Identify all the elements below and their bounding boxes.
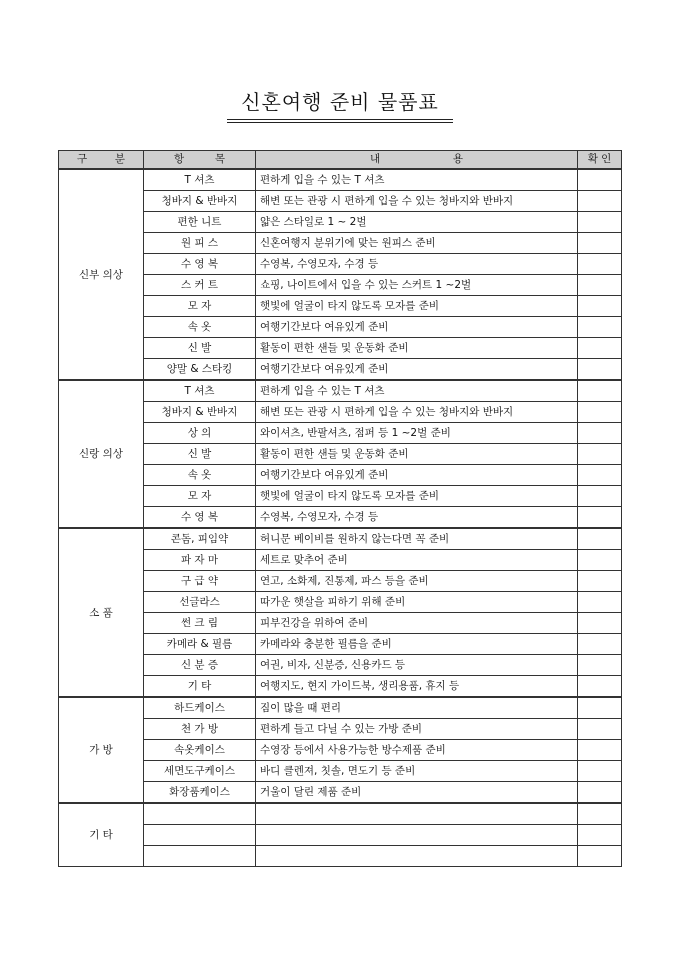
- check-cell[interactable]: [578, 191, 622, 212]
- header-item-part: 목: [214, 153, 225, 165]
- check-cell[interactable]: [578, 846, 622, 867]
- category-cell: 신부 의상: [59, 169, 144, 380]
- table-row: [59, 275, 622, 296]
- item-cell: T 셔츠: [144, 380, 256, 402]
- table-row: [59, 254, 622, 275]
- table-row: [59, 423, 622, 444]
- check-cell[interactable]: [578, 761, 622, 782]
- check-cell[interactable]: [578, 254, 622, 275]
- item-cell: 파 자 마: [144, 550, 256, 571]
- title-wrap: [0, 86, 680, 123]
- check-cell[interactable]: [578, 169, 622, 191]
- description-cell: 따가운 햇살을 피하기 위해 준비: [256, 592, 578, 613]
- description-cell: 수영복, 수영모자, 수경 등: [256, 507, 578, 529]
- page-title: 신혼여행 준비 물품표: [227, 86, 453, 123]
- header-category-part: 분: [114, 153, 125, 165]
- check-cell[interactable]: [578, 613, 622, 634]
- table-row: [59, 655, 622, 676]
- description-cell: 여행기간보다 여유있게 준비: [256, 465, 578, 486]
- item-cell: 수 영 복: [144, 254, 256, 275]
- table-row: [59, 233, 622, 254]
- item-cell: 양말 & 스타킹: [144, 359, 256, 381]
- check-cell[interactable]: [578, 423, 622, 444]
- description-cell: 거울이 달린 제품 준비: [256, 782, 578, 804]
- table-row: [59, 825, 622, 846]
- item-cell: 속옷케이스: [144, 740, 256, 761]
- check-cell[interactable]: [578, 719, 622, 740]
- check-cell[interactable]: [578, 528, 622, 550]
- item-cell: 기 타: [144, 676, 256, 698]
- description-cell: 수영복, 수영모자, 수경 등: [256, 254, 578, 275]
- description-cell: 쇼핑, 나이트에서 입을 수 있는 스커트 1 ~2벌: [256, 275, 578, 296]
- table-row: [59, 359, 622, 381]
- header-content-part: 용: [452, 153, 463, 165]
- section-3: [59, 697, 622, 803]
- description-cell: 해변 또는 관광 시 편하게 입을 수 있는 청바지와 반바지: [256, 191, 578, 212]
- description-cell: 편하게 입을 수 있는 T 셔츠: [256, 380, 578, 402]
- description-cell: 바디 클렌져, 칫솔, 면도기 등 준비: [256, 761, 578, 782]
- description-cell: 연고, 소화제, 진통제, 파스 등을 준비: [256, 571, 578, 592]
- check-cell[interactable]: [578, 634, 622, 655]
- table-row: [59, 592, 622, 613]
- description-cell: 얇은 스타일로 1 ~ 2벌: [256, 212, 578, 233]
- check-cell[interactable]: [578, 782, 622, 804]
- table-row: [59, 212, 622, 233]
- description-cell: 수영장 등에서 사용가능한 방수제품 준비: [256, 740, 578, 761]
- table-row: [59, 380, 622, 402]
- item-cell: 신 분 증: [144, 655, 256, 676]
- item-cell: 구 급 약: [144, 571, 256, 592]
- check-cell[interactable]: [578, 444, 622, 465]
- table-row: [59, 676, 622, 698]
- check-cell[interactable]: [578, 465, 622, 486]
- item-cell: 편한 니트: [144, 212, 256, 233]
- section-1: [59, 380, 622, 528]
- item-cell: 천 가 방: [144, 719, 256, 740]
- item-cell: [144, 846, 256, 867]
- item-cell: 카메라 & 필름: [144, 634, 256, 655]
- table-row: [59, 444, 622, 465]
- check-cell[interactable]: [578, 507, 622, 529]
- section-4: [59, 803, 622, 867]
- description-cell: 편하게 들고 다닐 수 있는 가방 준비: [256, 719, 578, 740]
- item-cell: 모 자: [144, 486, 256, 507]
- description-cell: 짐이 많을 때 편리: [256, 697, 578, 719]
- checklist-table: [58, 150, 622, 867]
- category-cell: 기 타: [59, 803, 144, 867]
- table-row: [59, 613, 622, 634]
- section-2: [59, 528, 622, 697]
- description-cell: 여권, 비자, 신분증, 신용카드 등: [256, 655, 578, 676]
- check-cell[interactable]: [578, 296, 622, 317]
- description-cell: 편하게 입을 수 있는 T 셔츠: [256, 169, 578, 191]
- item-cell: 청바지 & 반바지: [144, 402, 256, 423]
- description-cell: 여행지도, 현지 가이드북, 생리용품, 휴지 등: [256, 676, 578, 698]
- description-cell: [256, 846, 578, 867]
- table-row: [59, 317, 622, 338]
- category-cell: 소 품: [59, 528, 144, 697]
- table-row: [59, 528, 622, 550]
- header-content: [256, 151, 578, 170]
- header-category: [59, 151, 144, 170]
- description-cell: 활동이 편한 샌들 및 운동화 준비: [256, 444, 578, 465]
- check-cell[interactable]: [578, 359, 622, 381]
- check-cell[interactable]: [578, 486, 622, 507]
- item-cell: 하드케이스: [144, 697, 256, 719]
- item-cell: 수 영 복: [144, 507, 256, 529]
- category-cell: 신랑 의상: [59, 380, 144, 528]
- table-row: [59, 338, 622, 359]
- table-row: [59, 634, 622, 655]
- item-cell: 청바지 & 반바지: [144, 191, 256, 212]
- check-cell[interactable]: [578, 317, 622, 338]
- table-row: [59, 761, 622, 782]
- section-0: [59, 169, 622, 380]
- description-cell: 햇빛에 얼굴이 타지 않도록 모자를 준비: [256, 296, 578, 317]
- header-row: [59, 151, 622, 170]
- item-cell: 콘돔, 피임약: [144, 528, 256, 550]
- item-cell: T 셔츠: [144, 169, 256, 191]
- table-row: [59, 296, 622, 317]
- table-row: [59, 191, 622, 212]
- item-cell: [144, 803, 256, 825]
- description-cell: 해변 또는 관광 시 편하게 입을 수 있는 청바지와 반바지: [256, 402, 578, 423]
- check-cell[interactable]: [578, 212, 622, 233]
- item-cell: 상 의: [144, 423, 256, 444]
- description-cell: 여행기간보다 여유있게 준비: [256, 317, 578, 338]
- item-cell: 신 발: [144, 338, 256, 359]
- description-cell: 활동이 편한 샌들 및 운동화 준비: [256, 338, 578, 359]
- check-cell[interactable]: [578, 275, 622, 296]
- item-cell: 화장품케이스: [144, 782, 256, 804]
- category-cell: 가 방: [59, 697, 144, 803]
- item-cell: 썬 크 림: [144, 613, 256, 634]
- table-row: [59, 486, 622, 507]
- table-row: [59, 402, 622, 423]
- check-cell[interactable]: [578, 655, 622, 676]
- check-cell[interactable]: [578, 380, 622, 402]
- header-content-part: 내: [370, 153, 381, 165]
- check-cell[interactable]: [578, 233, 622, 254]
- table-row: [59, 465, 622, 486]
- item-cell: 스 커 트: [144, 275, 256, 296]
- table-row: [59, 803, 622, 825]
- item-cell: [144, 825, 256, 846]
- check-cell[interactable]: [578, 338, 622, 359]
- check-cell[interactable]: [578, 803, 622, 825]
- table-row: [59, 846, 622, 867]
- item-cell: 세면도구케이스: [144, 761, 256, 782]
- description-cell: 신혼여행지 분위기에 맞는 원피스 준비: [256, 233, 578, 254]
- description-cell: 카메라와 충분한 필름을 준비: [256, 634, 578, 655]
- check-cell[interactable]: [578, 740, 622, 761]
- table-row: [59, 507, 622, 529]
- description-cell: 여행기간보다 여유있게 준비: [256, 359, 578, 381]
- description-cell: [256, 825, 578, 846]
- check-cell[interactable]: [578, 676, 622, 698]
- table-row: [59, 782, 622, 804]
- description-cell: 세트로 맞추어 준비: [256, 550, 578, 571]
- check-cell[interactable]: [578, 697, 622, 719]
- check-cell[interactable]: [578, 592, 622, 613]
- check-cell[interactable]: [578, 550, 622, 571]
- description-cell: 허니문 베이비를 원하지 않는다면 꼭 준비: [256, 528, 578, 550]
- item-cell: 신 발: [144, 444, 256, 465]
- item-cell: 원 피 스: [144, 233, 256, 254]
- header-check: 확 인: [578, 151, 622, 170]
- description-cell: 와이셔츠, 반팔셔츠, 점퍼 등 1 ~2벌 준비: [256, 423, 578, 444]
- check-cell[interactable]: [578, 825, 622, 846]
- table-row: [59, 719, 622, 740]
- item-cell: 선글라스: [144, 592, 256, 613]
- table-row: [59, 550, 622, 571]
- header-item-part: 항: [174, 153, 185, 165]
- description-cell: 햇빛에 얼굴이 타지 않도록 모자를 준비: [256, 486, 578, 507]
- description-cell: 피부건강을 위하여 준비: [256, 613, 578, 634]
- description-cell: [256, 803, 578, 825]
- item-cell: 속 옷: [144, 317, 256, 338]
- check-cell[interactable]: [578, 402, 622, 423]
- header-category-part: 구: [77, 153, 88, 165]
- table-row: [59, 169, 622, 191]
- header-item: [144, 151, 256, 170]
- check-cell[interactable]: [578, 571, 622, 592]
- table-row: [59, 740, 622, 761]
- table-row: [59, 697, 622, 719]
- item-cell: 속 옷: [144, 465, 256, 486]
- table-row: [59, 571, 622, 592]
- item-cell: 모 자: [144, 296, 256, 317]
